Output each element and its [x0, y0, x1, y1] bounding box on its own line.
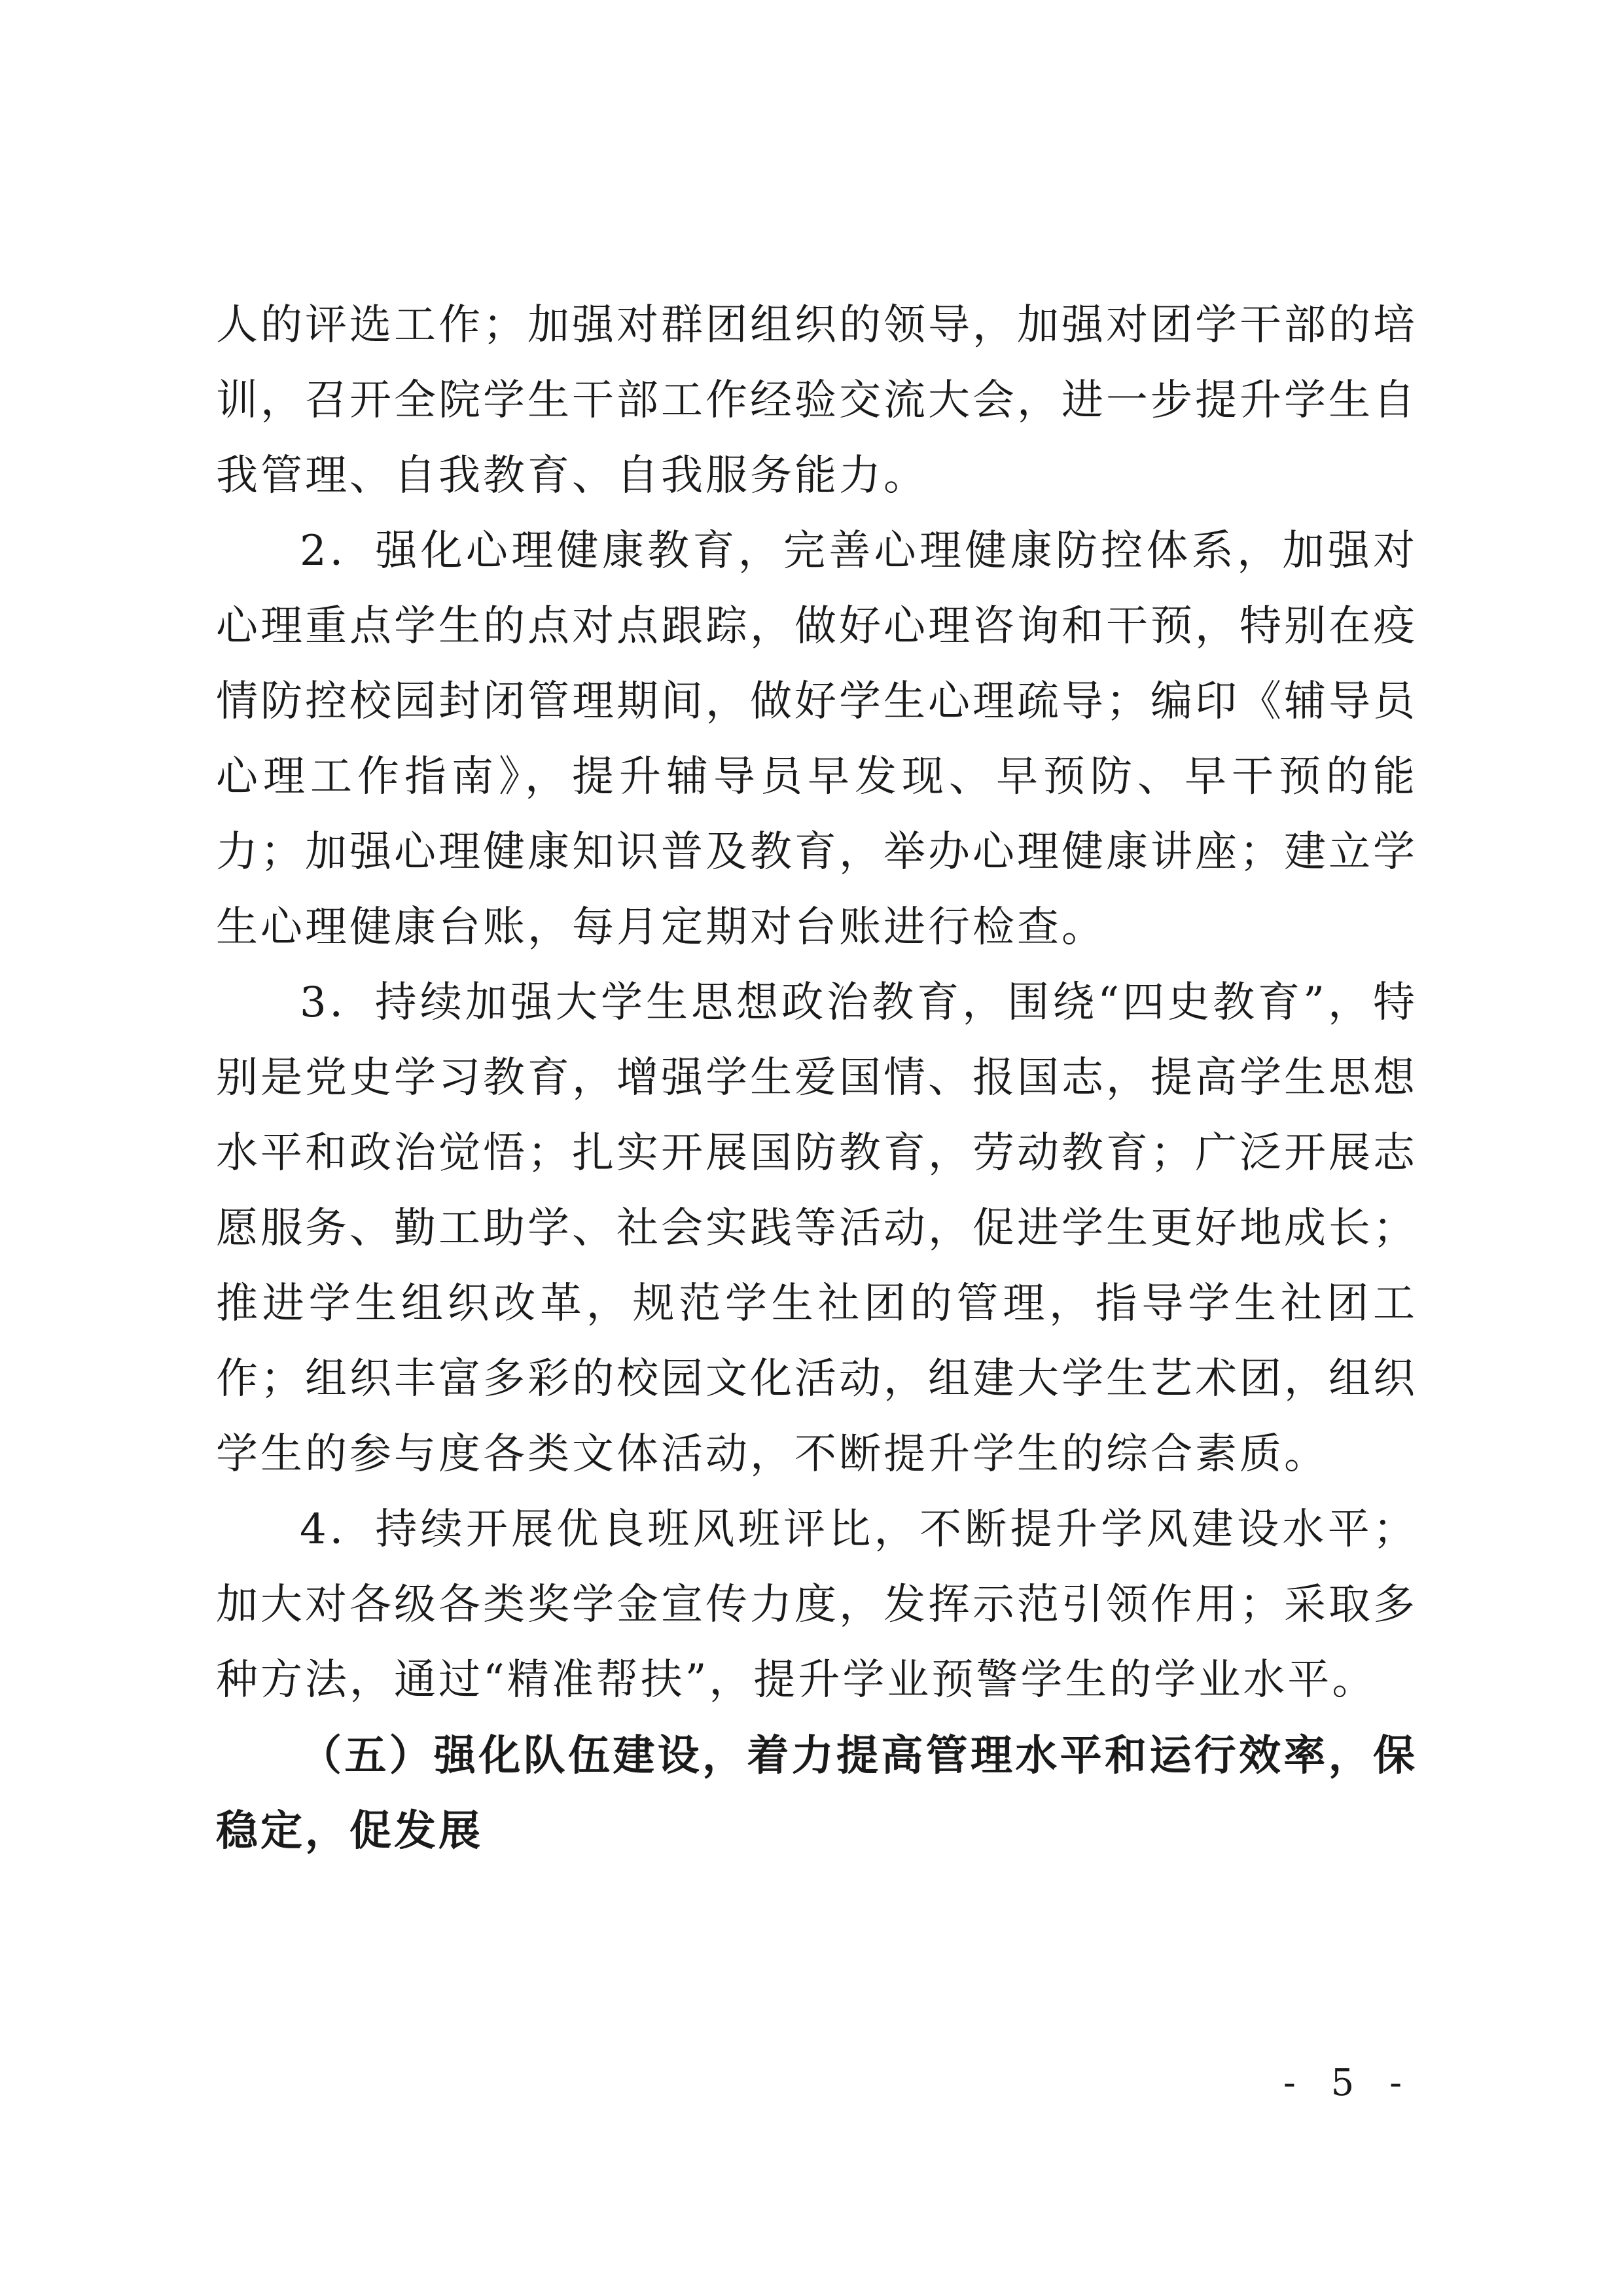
- page-number: - 5 -: [1283, 2062, 1414, 2104]
- body-text: [216, 288, 1418, 1869]
- paragraph-item-2: 2．强化心理健康教育，完善心理健康防控体系，加强对心理重点学生的点对点跟踪，做好心理咨询和干预，特别在疫情防控校园封闭管理期间，做好学生心理疏导；编印《辅导员心理工作指南》，提升辅导员早发现、早预防、早干预的能力；加强心理健康知识普及教育，举办心理健康讲座；建立学生心理健康台账，每月定期对台账进行检查。: [216, 527, 1418, 952]
- paragraph-item-3: 3．持续加强大学生思想政治教育，围绕“四史教育”，特别是党史学习教育，增强学生爱国情、报国志，提高学生思想水平和政治觉悟；扎实开展国防教育，劳动教育；广泛开展志愿服务、勤工助学、社会实践等活动，促进学生更好地成长；推进学生组织改革，规范学生社团的管理，指导学生社团工作；组织丰富多彩的校园文化活动，组建大学生艺术团，组织学生的参与度各类文体活动，不断提升学生的综合素质。: [216, 978, 1418, 1479]
- paragraph-continuation: 人的评选工作；加强对群团组织的领导，加强对团学干部的培训，召开全院学生干部工作经验交流大会，进一步提升学生自我管理、自我教育、自我服务能力。: [216, 301, 1418, 500]
- paragraph-item-4: 4．持续开展优良班风班评比，不断提升学风建设水平；加大对各级各类奖学金宣传力度，发挥示范引领作用；采取多种方法，通过“精准帮扶”，提升学业预警学生的学业水平。: [216, 1505, 1418, 1704]
- section-heading-5: （五）强化队伍建设，着力提高管理水平和运行效率，保稳定，促发展: [216, 1731, 1418, 1856]
